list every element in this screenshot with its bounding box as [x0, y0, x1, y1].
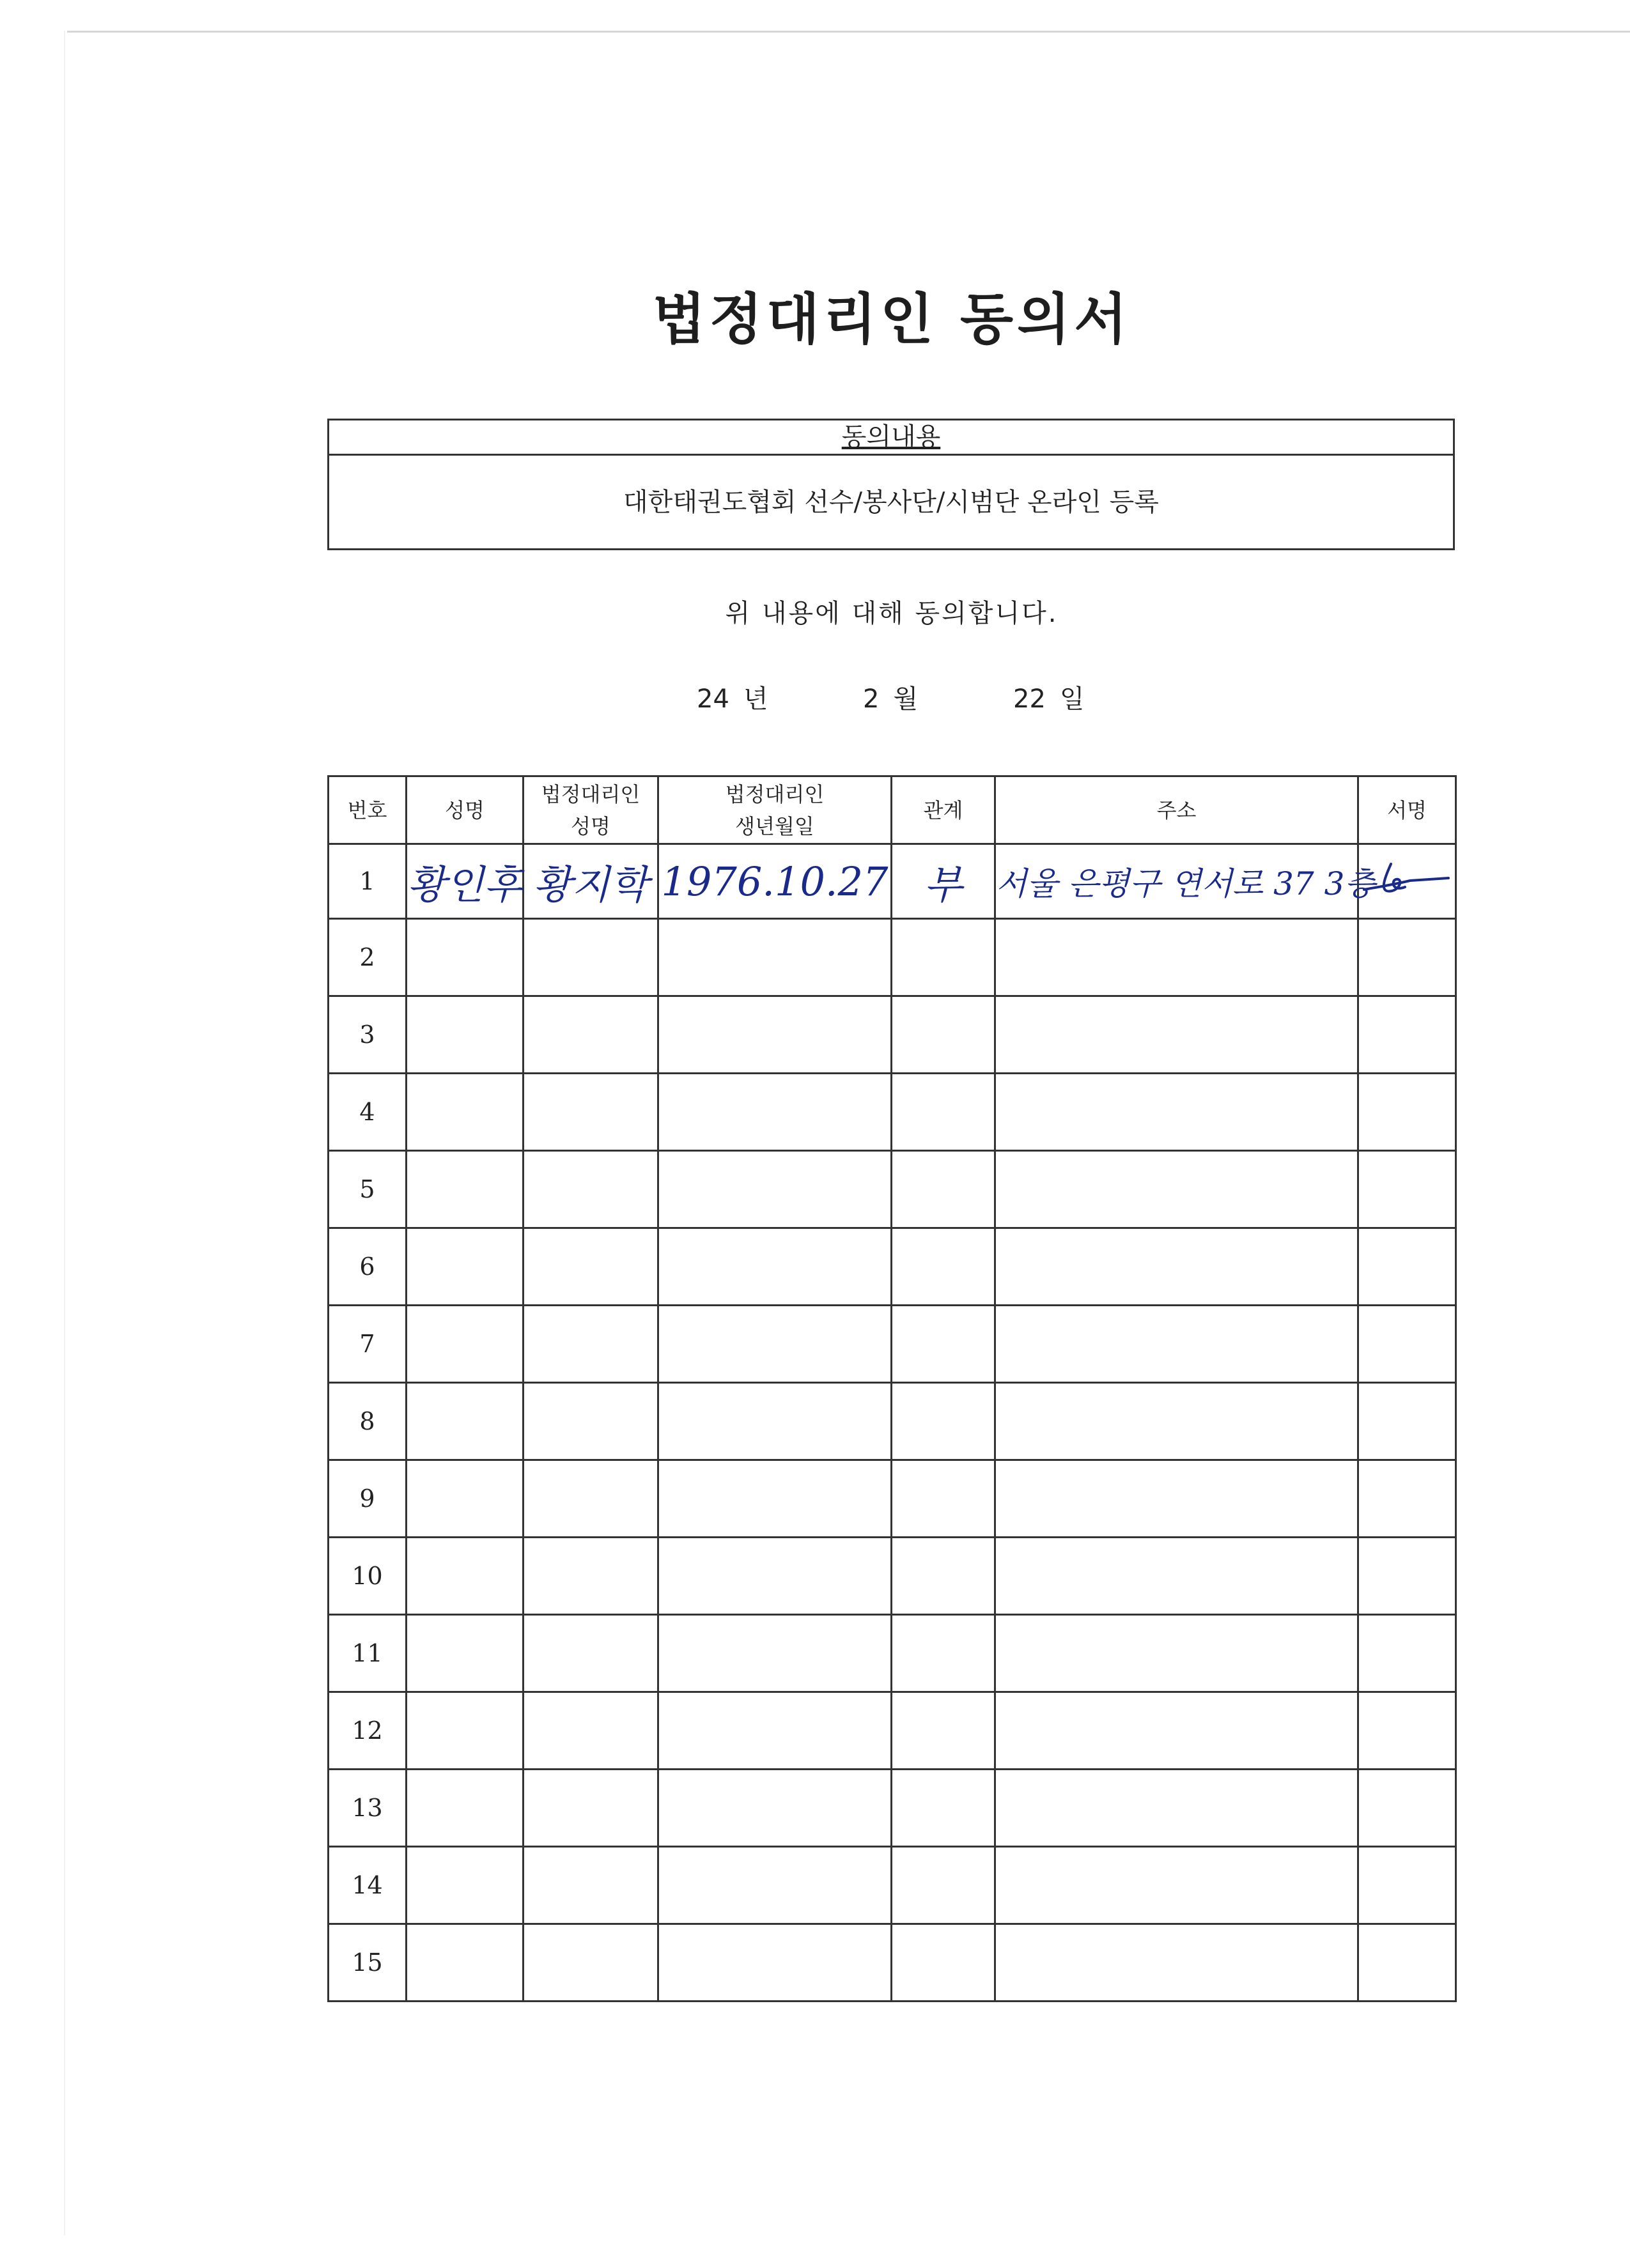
table-row — [329, 919, 1456, 996]
cell-address[interactable] — [995, 1692, 1358, 1770]
cell-address[interactable] — [995, 844, 1376, 919]
cell-address[interactable] — [995, 919, 1358, 996]
cell-guardian-name[interactable] — [524, 1847, 658, 1924]
agreement-statement: 위 내용에 대해 동의합니다. — [725, 599, 1059, 628]
cell-number: 6 — [329, 1228, 407, 1306]
cell-address[interactable] — [995, 1074, 1358, 1151]
cell-guardian-birth[interactable] — [658, 1770, 892, 1847]
cell-name[interactable] — [407, 919, 524, 996]
cell-guardian-name[interactable] — [524, 1383, 658, 1460]
cell-signature[interactable] — [1358, 1151, 1456, 1228]
cell-name[interactable] — [407, 1847, 524, 1924]
cell-relation[interactable] — [892, 1383, 995, 1460]
cell-name[interactable] — [407, 1615, 524, 1692]
table-row — [329, 1306, 1456, 1383]
cell-guardian-name[interactable] — [524, 1615, 658, 1692]
table-row — [329, 1151, 1456, 1228]
cell-name[interactable] — [407, 1383, 524, 1460]
cell-relation[interactable] — [892, 1924, 995, 2002]
cell-guardian-name[interactable] — [524, 1692, 658, 1770]
cell-guardian-birth[interactable] — [658, 1692, 892, 1770]
cell-number: 13 — [329, 1770, 407, 1847]
cell-guardian-birth[interactable] — [658, 1615, 892, 1692]
cell-guardian-birth[interactable] — [658, 1383, 892, 1460]
cell-signature[interactable] — [1358, 1615, 1456, 1692]
header-name: 성명 — [407, 776, 524, 844]
cell-address[interactable] — [995, 1615, 1358, 1692]
cell-guardian-name[interactable] — [524, 996, 658, 1074]
cell-guardian-birth[interactable] — [658, 919, 892, 996]
cell-guardian-name[interactable] — [524, 919, 658, 996]
cell-name[interactable] — [407, 1151, 524, 1228]
table-row — [329, 1615, 1456, 1692]
table-row — [329, 844, 1456, 919]
cell-guardian-name[interactable] — [524, 1306, 658, 1383]
table-row — [329, 1770, 1456, 1847]
date-month-unit: 월 — [893, 684, 919, 714]
cell-guardian-birth[interactable] — [658, 1847, 892, 1924]
cell-name[interactable] — [407, 1460, 524, 1538]
cell-guardian-birth[interactable] — [658, 1460, 892, 1538]
cell-address[interactable] — [995, 1306, 1358, 1383]
cell-relation[interactable] — [892, 1228, 995, 1306]
handwritten-name: 황인후 — [407, 861, 522, 908]
cell-address[interactable] — [995, 1538, 1358, 1615]
cell-relation[interactable] — [892, 919, 995, 996]
cell-number: 15 — [329, 1924, 407, 2002]
handwritten-relation: 부 — [924, 861, 963, 908]
cell-guardian-birth[interactable] — [658, 844, 892, 919]
cell-name[interactable] — [407, 1074, 524, 1151]
cell-guardian-birth[interactable] — [658, 1538, 892, 1615]
cell-number: 1 — [329, 844, 407, 919]
cell-address[interactable] — [995, 1924, 1358, 2002]
cell-signature[interactable] — [1358, 919, 1456, 996]
cell-number: 4 — [329, 1074, 407, 1151]
cell-name[interactable] — [407, 1538, 524, 1615]
cell-guardian-birth[interactable] — [658, 1306, 892, 1383]
cell-signature[interactable] — [1358, 1770, 1456, 1847]
cell-relation[interactable] — [892, 1692, 995, 1770]
header-address: 주소 — [995, 776, 1358, 844]
guardian-table — [327, 775, 1457, 2002]
date-month — [863, 679, 918, 715]
cell-number: 12 — [329, 1692, 407, 1770]
cell-name[interactable] — [407, 844, 524, 919]
cell-number: 11 — [329, 1615, 407, 1692]
document-title: 법정대리인 동의서 — [652, 288, 1131, 351]
cell-relation[interactable] — [892, 1306, 995, 1383]
cell-guardian-birth[interactable] — [658, 1228, 892, 1306]
cell-guardian-name[interactable] — [524, 1228, 658, 1306]
cell-guardian-name[interactable] — [524, 844, 658, 919]
cell-number: 2 — [329, 919, 407, 996]
header-guardian-name: 법정대리인 성명 — [524, 776, 658, 844]
cell-name[interactable] — [407, 1924, 524, 2002]
table-row — [329, 1692, 1456, 1770]
cell-address[interactable] — [995, 996, 1358, 1074]
cell-relation[interactable] — [892, 1847, 995, 1924]
consent-header — [329, 420, 1453, 456]
date-year-value: 24 — [697, 684, 729, 714]
date-year — [697, 679, 768, 715]
cell-relation[interactable] — [892, 1538, 995, 1615]
cell-number: 7 — [329, 1306, 407, 1383]
cell-relation[interactable] — [892, 1615, 995, 1692]
cell-relation[interactable] — [892, 1151, 995, 1228]
handwritten-guardian-birth: 1976.10.27 — [661, 858, 889, 905]
date-month-value: 2 — [863, 684, 880, 714]
header-number: 번호 — [329, 776, 407, 844]
scan-edge-left — [64, 31, 65, 2235]
cell-guardian-name[interactable] — [524, 1074, 658, 1151]
cell-address[interactable] — [995, 1151, 1358, 1228]
handwritten-address: 서울 은평구 연서로 37 3층 — [996, 865, 1376, 902]
cell-signature[interactable] — [1358, 996, 1456, 1074]
date-day-unit: 일 — [1059, 684, 1085, 714]
cell-guardian-name[interactable] — [524, 1460, 658, 1538]
cell-guardian-name[interactable] — [524, 1538, 658, 1615]
cell-number: 5 — [329, 1151, 407, 1228]
cell-address[interactable] — [995, 1847, 1358, 1924]
cell-address[interactable] — [995, 1460, 1358, 1538]
cell-address[interactable] — [995, 1228, 1358, 1306]
header-signature: 서명 — [1358, 776, 1456, 844]
header-guardian-birth: 법정대리인 생년월일 — [658, 776, 892, 844]
consent-content: 대한태권도협회 선수/봉사단/시범단 온라인 등록 — [623, 488, 1159, 517]
cell-relation[interactable] — [892, 844, 995, 919]
consent-box — [327, 419, 1455, 550]
cell-signature[interactable] — [1358, 1460, 1456, 1538]
table-row — [329, 1847, 1456, 1924]
cell-signature[interactable] — [1358, 1692, 1456, 1770]
cell-name[interactable] — [407, 1692, 524, 1770]
cell-guardian-name[interactable] — [524, 1924, 658, 2002]
table-row — [329, 1074, 1456, 1151]
cell-name[interactable] — [407, 996, 524, 1074]
cell-relation[interactable] — [892, 996, 995, 1074]
cell-signature[interactable] — [1358, 1306, 1456, 1383]
cell-signature[interactable] — [1358, 1538, 1456, 1615]
date-year-unit: 년 — [743, 684, 768, 714]
table-row — [329, 1460, 1456, 1538]
table-header-row — [329, 776, 1456, 844]
date-day-value: 22 — [1013, 684, 1046, 714]
cell-signature[interactable] — [1358, 1074, 1456, 1151]
cell-name[interactable] — [407, 1770, 524, 1847]
cell-signature[interactable] — [1358, 1847, 1456, 1924]
cell-signature[interactable] — [1358, 1924, 1456, 2002]
table-row — [329, 1228, 1456, 1306]
cell-number: 14 — [329, 1847, 407, 1924]
cell-relation[interactable] — [892, 1460, 995, 1538]
scan-edge-top — [67, 31, 1630, 33]
cell-guardian-birth[interactable] — [658, 1151, 892, 1228]
handwritten-guardian-name: 황지학 — [533, 861, 648, 908]
cell-signature[interactable] — [1358, 1383, 1456, 1460]
cell-address[interactable] — [995, 1770, 1358, 1847]
cell-guardian-birth[interactable] — [658, 1924, 892, 2002]
cell-guardian-name[interactable] — [524, 1151, 658, 1228]
table-row — [329, 1538, 1456, 1615]
cell-guardian-birth[interactable] — [658, 1074, 892, 1151]
cell-number: 10 — [329, 1538, 407, 1615]
table-row — [329, 1924, 1456, 2002]
cell-number: 9 — [329, 1460, 407, 1538]
cell-number: 3 — [329, 996, 407, 1074]
cell-guardian-birth[interactable] — [658, 996, 892, 1074]
cell-name[interactable] — [407, 1306, 524, 1383]
cell-relation[interactable] — [892, 1770, 995, 1847]
table-row — [329, 996, 1456, 1074]
consent-header-label: 동의내용 — [841, 422, 941, 452]
date-day — [1013, 679, 1085, 715]
cell-name[interactable] — [407, 1228, 524, 1306]
cell-signature[interactable] — [1358, 1228, 1456, 1306]
cell-guardian-name[interactable] — [524, 1770, 658, 1847]
header-relation: 관계 — [892, 776, 995, 844]
cell-relation[interactable] — [892, 1074, 995, 1151]
cell-address[interactable] — [995, 1383, 1358, 1460]
table-row — [329, 1383, 1456, 1460]
cell-number: 8 — [329, 1383, 407, 1460]
